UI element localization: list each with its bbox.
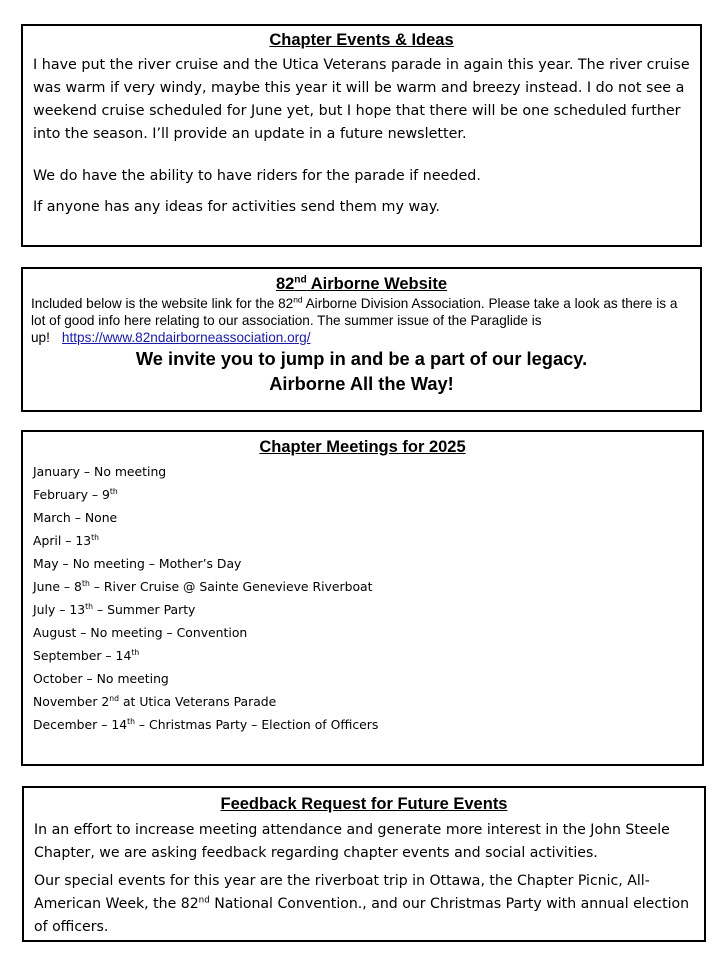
meeting-june: June – 8th – River Cruise @ Sainte Genevieve Riverboat	[33, 578, 373, 594]
feedback-paragraph-1: In an effort to increase meeting attendance and generate more interest in the John Steele Chapter, we are asking feedback regarding chapter events and social activities.	[34, 822, 670, 861]
meeting-february: February – 9th	[33, 486, 118, 502]
airborne-website-title: 82nd Airborne Website	[275, 274, 448, 293]
feedback-request-title: Feedback Request for Future Events	[220, 795, 508, 813]
meeting-august: August – No meeting – Convention	[33, 625, 248, 640]
airborne-website-box	[21, 267, 702, 412]
chapter-events-paragraph-2: We do have the ability to have riders for the parade if needed.	[33, 168, 481, 184]
chapter-events-paragraph-3: If anyone has any ideas for activities send them my way.	[33, 199, 440, 215]
meeting-september: September – 14th	[33, 647, 140, 663]
meetings-list	[33, 460, 692, 736]
slogan-invite: We invite you to jump in and be a part of our legacy.	[135, 348, 588, 369]
chapter-events-title: Chapter Events & Ideas	[269, 31, 454, 49]
feedback-paragraph-2: Our special events for this year are the riverboat trip in Ottawa, the Chapter Picnic, All-American Week, the 82nd National Convention., and our Christmas Party with annual election of officers.	[34, 873, 690, 935]
chapter-events-box	[21, 24, 702, 247]
meeting-july: July – 13th – Summer Party	[33, 601, 196, 617]
meeting-march: March – None	[33, 510, 118, 525]
meeting-may: May – No meeting – Mother’s Day	[33, 556, 242, 571]
feedback-request-box	[22, 786, 706, 942]
meeting-january: January – No meeting	[33, 464, 167, 479]
association-website-link[interactable]: https://www.82ndairborneassociation.org/	[61, 330, 311, 345]
slogan-airborne-all-the-way: Airborne All the Way!	[269, 373, 454, 394]
airborne-website-description: Included below is the website link for the 82nd Airborne Division Association. Please take a look as there is a lot of good info here relating to our association. The summer issue of the Paraglide is up! https://www.82ndairborneassociation.org/	[31, 294, 678, 345]
meeting-december: December – 14th – Christmas Party – Election of Officers	[33, 716, 379, 732]
meeting-april: April – 13th	[33, 532, 100, 548]
chapter-meetings-title: Chapter Meetings for 2025	[259, 438, 466, 456]
meeting-october: October – No meeting	[33, 671, 169, 686]
meeting-november: November 2nd at Utica Veterans Parade	[33, 693, 277, 709]
chapter-events-paragraph-1: I have put the river cruise and the Utica Veterans parade in again this year. The river cruise was warm if very windy, maybe this year it will be warm and breezy instead. I do not see a weekend cruise scheduled for June yet, but I hope that there will be one scheduled further into the season. I’ll provide an update in a future newsletter.	[33, 57, 690, 142]
chapter-meetings-box	[21, 430, 704, 766]
